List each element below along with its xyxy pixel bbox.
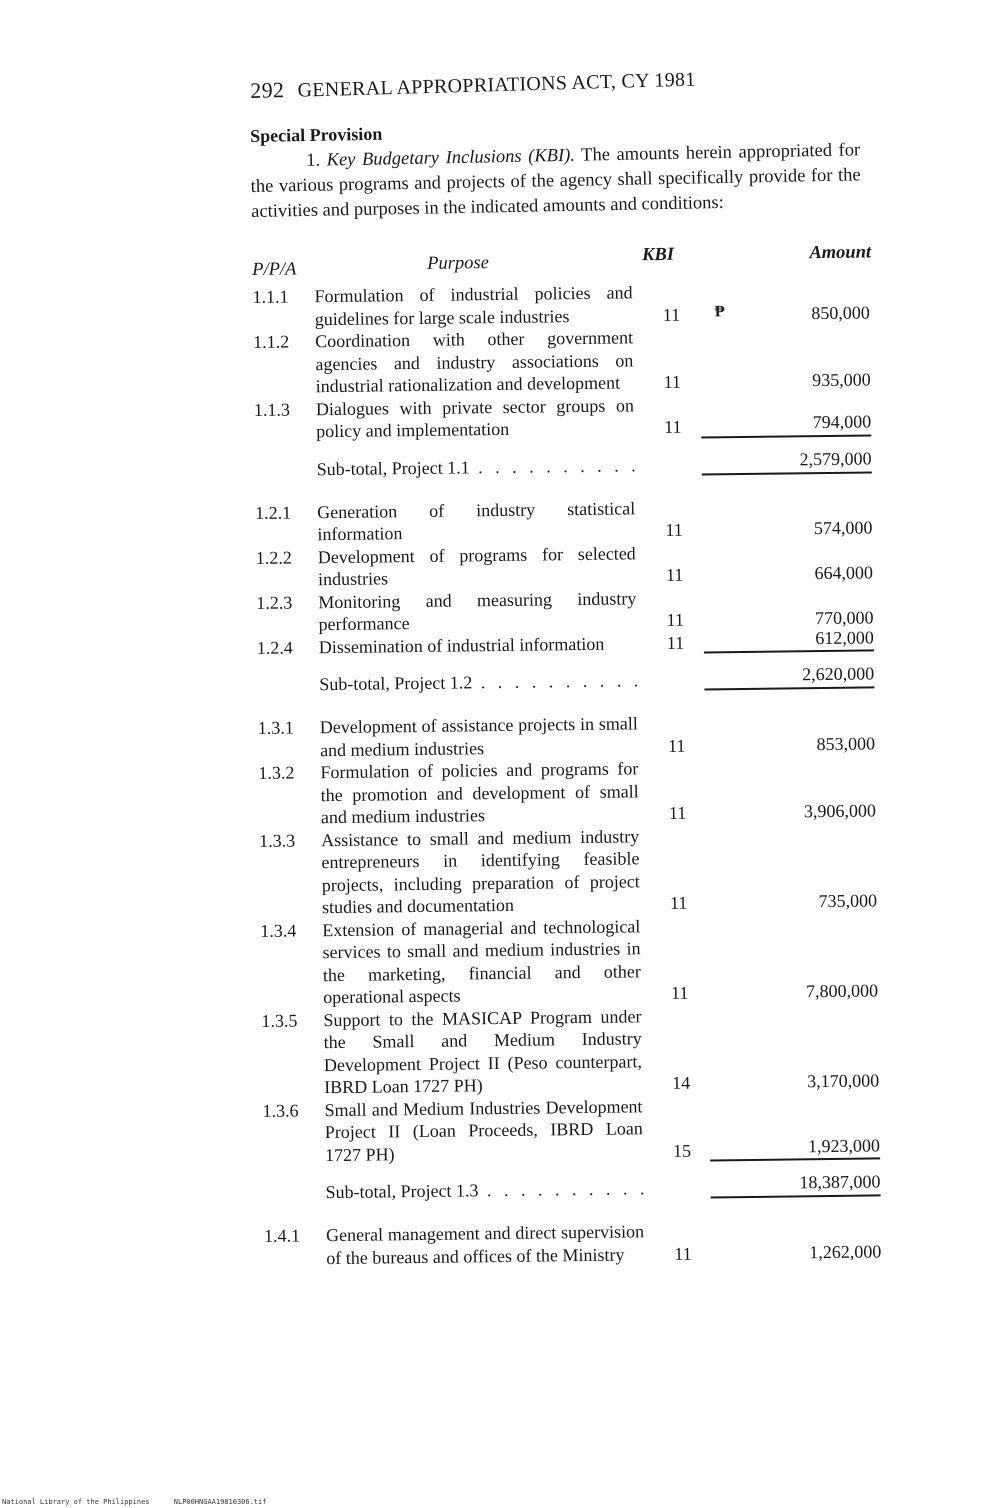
table-row: [255, 494, 881, 547]
leader-dots: . . . . . . . . . .: [472, 670, 643, 693]
table-row: [258, 754, 884, 829]
column-header-amount: Amount: [809, 242, 872, 264]
kbi-value: 11: [666, 632, 685, 653]
subtotal-amount: 2,579,000: [701, 448, 871, 475]
amount-value: 770,000: [814, 607, 874, 629]
kbi-value: 11: [670, 982, 689, 1003]
amount-value: 1,923,000: [710, 1134, 880, 1162]
ppa-code: 1.2.2: [255, 547, 292, 568]
footer-file: NLP00HNGAA19810306.tif: [173, 1498, 267, 1506]
purpose-text: Assistance to small and medium industry entrepreneurs in identifying feasible projects, including preparation of project studies and documentation: [321, 825, 640, 918]
purpose-text: Formulation of industrial policies and guidelines for large scale industries: [314, 282, 633, 329]
amount-value: 850,000: [811, 301, 870, 323]
table-row: [254, 391, 880, 444]
table-row: [259, 822, 885, 920]
table-row: [260, 912, 886, 1010]
purpose-text: General management and direct supervision of the bureaus and offices of the Ministry: [325, 1221, 645, 1268]
table-row: [258, 709, 884, 762]
subtotal-amount: 2,620,000: [704, 663, 874, 690]
subtotal-amount: 18,387,000: [710, 1171, 880, 1198]
amount-value: 612,000: [704, 626, 874, 654]
purpose-text: Generation of industry statistical information: [317, 497, 636, 545]
amount-value: 1,262,000: [809, 1240, 882, 1262]
kbi-value: 11: [666, 609, 685, 630]
purpose-text: Dialogues with private sector groups on policy and implementation: [315, 394, 635, 442]
kbi-value: 11: [663, 371, 682, 392]
column-header-ppa: P/P/A: [252, 259, 297, 280]
peso-symbol: ₱: [714, 302, 725, 320]
purpose-text: Development of programs for selected industries: [317, 542, 636, 590]
kbi-paragraph-text: The amounts herein appropriated for the various programs and projects of the agency shall specifically provide for the activities and purposes in the indicated amounts and conditions:: [250, 140, 861, 222]
subtotal-label-wrap: [319, 670, 642, 695]
kbi-value: 15: [672, 1140, 692, 1161]
amount-value: 794,000: [701, 410, 871, 438]
kbi-paragraph-number: 1.: [306, 150, 321, 171]
ppa-code: 1.2.1: [255, 502, 292, 523]
leader-dots: . . . . . . . . . .: [469, 454, 640, 477]
table-row: [264, 1217, 890, 1270]
special-provision-heading: Special Provision: [250, 123, 383, 146]
kbi-value: 11: [674, 1243, 692, 1264]
column-header-purpose: Purpose: [427, 253, 489, 274]
ppa-code: 1.3.3: [259, 830, 296, 851]
subtotal-row: [254, 444, 879, 488]
amount-value: 3,170,000: [807, 1070, 880, 1092]
subtotal-row: [263, 1167, 888, 1211]
leader-dots: . . . . . . . . . .: [478, 1178, 649, 1201]
table-row: [261, 1002, 887, 1100]
kbi-table: [252, 242, 889, 1270]
table-row: [253, 323, 879, 398]
kbi-value: 11: [664, 416, 682, 437]
amount-value: 935,000: [812, 369, 871, 391]
kbi-value: 11: [667, 735, 686, 756]
ppa-code: 1.1.1: [252, 286, 289, 307]
ppa-code: 1.4.1: [263, 1225, 301, 1246]
ppa-code: 1.3.2: [258, 762, 295, 783]
kbi-value: 11: [665, 519, 683, 540]
kbi-paragraph-title: Key Budgetary Inclusions (KBI).: [326, 145, 576, 171]
amount-value: 574,000: [813, 517, 873, 539]
table-row: [252, 278, 878, 331]
kbi-value: 11: [662, 304, 681, 325]
subtotal-label: Sub-total, Project 1.2: [319, 672, 473, 695]
ppa-code: 1.3.5: [261, 1010, 298, 1031]
footer-library: National Library of the Philippines: [2, 1498, 150, 1506]
subtotal-label-wrap: [325, 1178, 648, 1203]
kbi-value: 14: [672, 1072, 691, 1093]
ppa-code: 1.2.3: [256, 592, 293, 613]
amount-value: 853,000: [816, 732, 876, 754]
purpose-text: Small and Medium Industries Development Project II (Loan Proceeds, IBRD Loan 1727 PH): [324, 1095, 643, 1165]
ppa-code: 1.1.2: [253, 331, 290, 352]
kbi-value: 11: [669, 892, 688, 913]
purpose-text: Formulation of policies and programs for the promotion and development of small and medium industries: [320, 758, 639, 828]
kbi-value: 11: [668, 802, 687, 823]
ppa-code: 1.1.3: [253, 399, 291, 420]
purpose-text: Dissemination of industrial information: [318, 633, 605, 657]
table-row: [262, 1092, 888, 1167]
table-row: [256, 539, 882, 592]
ppa-code: 1.3.6: [262, 1099, 299, 1121]
ppa-code: 1.3.1: [257, 717, 294, 738]
ppa-code: 1.2.4: [256, 637, 293, 658]
ppa-code: 1.3.4: [260, 920, 297, 941]
table-body: [252, 278, 889, 1270]
amount-value: 664,000: [814, 562, 874, 584]
page-header: [250, 66, 696, 104]
page-title: GENERAL APPROPRIATIONS ACT, CY 1981: [297, 68, 696, 102]
amount-value: 3,906,000: [803, 800, 877, 822]
amount-value: 7,800,000: [805, 980, 879, 1002]
kbi-paragraph: [250, 138, 861, 225]
column-header-kbi: KBI: [641, 244, 675, 266]
purpose-text: Support to the MASICAP Program under the Small and Medium Industry Development Project II (Peso counterpart, IBRD Loan 1727 PH): [323, 1005, 643, 1098]
purpose-text: Extension of managerial and technological services to small and medium industries in the marketing, financial and other operational aspects: [322, 915, 641, 1008]
purpose-text: Development of assistance projects in small and medium industries: [319, 713, 638, 760]
amount-value: 735,000: [818, 890, 878, 912]
subtotal-label-wrap: [317, 455, 640, 480]
subtotal-label: Sub-total, Project 1.3: [325, 1180, 479, 1203]
purpose-text: Monitoring and measuring industry performance: [318, 587, 637, 635]
purpose-text: Coordination with other government agencies and industry associations on industrial rationalization and development: [314, 327, 634, 397]
subtotal-label: Sub-total, Project 1.1: [316, 456, 470, 479]
page-number: 292: [250, 77, 285, 103]
kbi-value: 11: [665, 564, 684, 585]
subtotal-row: [257, 659, 882, 703]
scan-footer: [2, 1498, 286, 1506]
